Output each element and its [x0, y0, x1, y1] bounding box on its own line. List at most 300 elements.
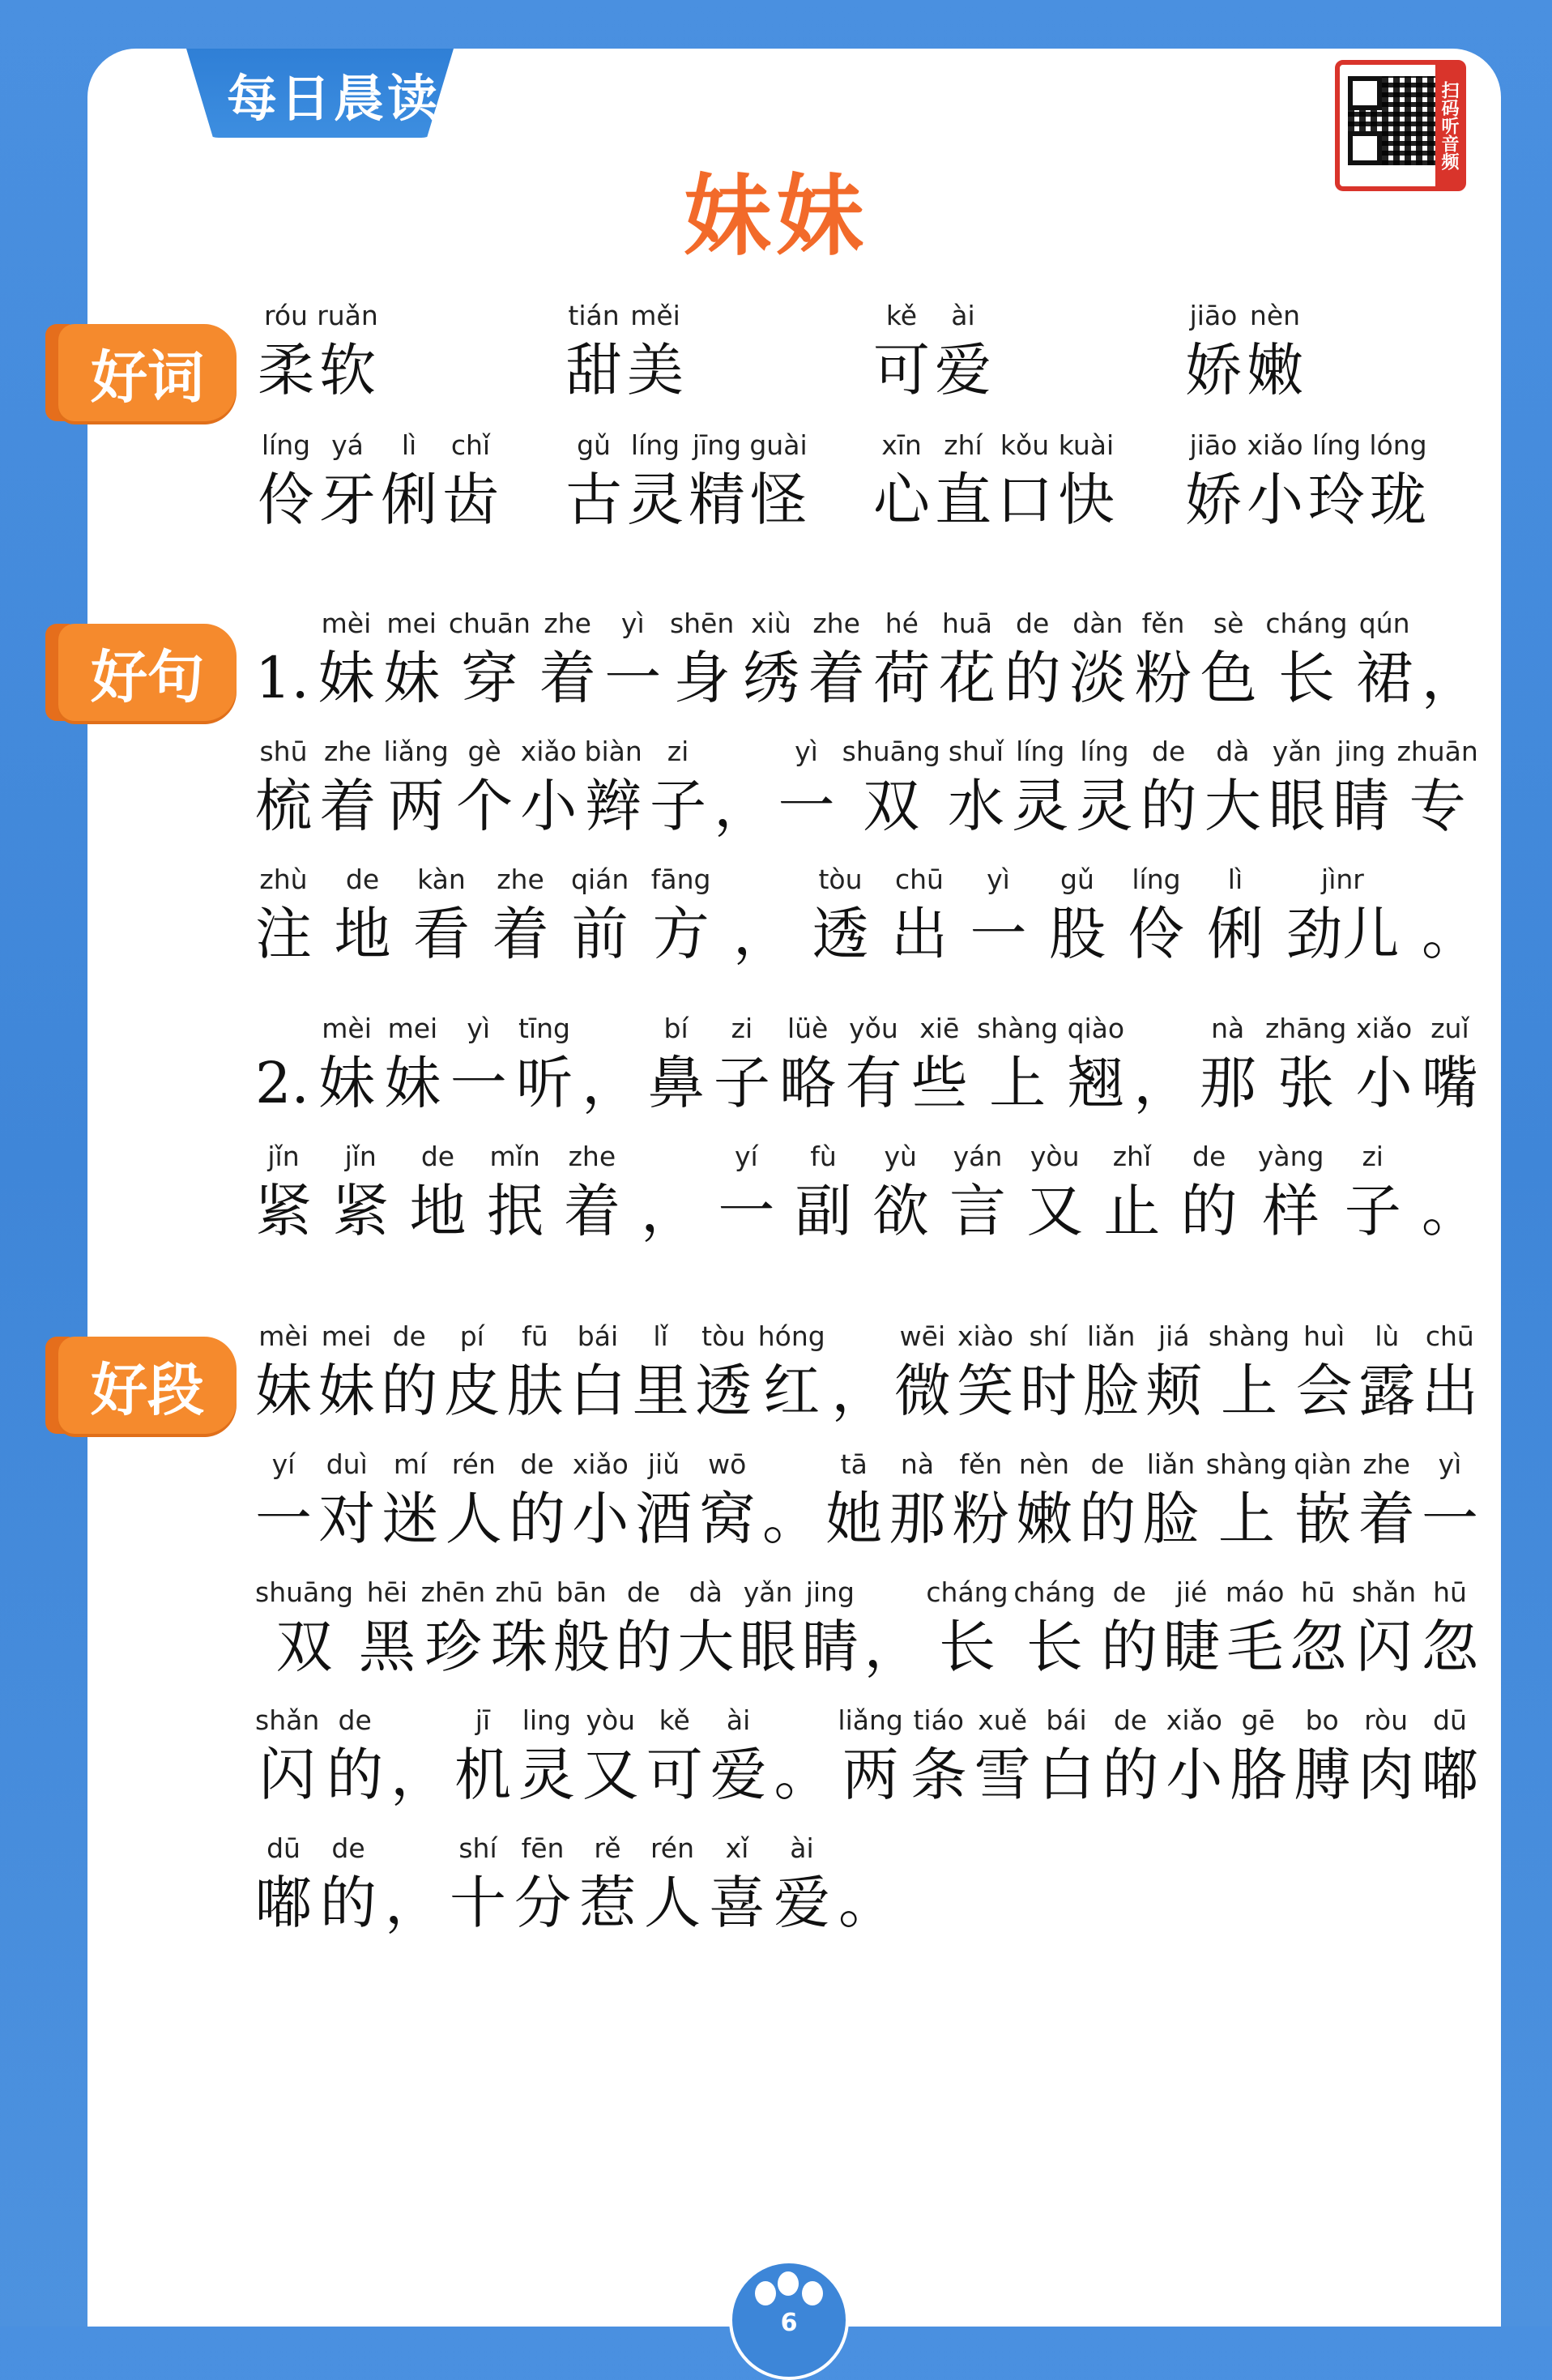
pinyin-text: líng	[1132, 864, 1181, 895]
pinyin-text: kàn	[417, 864, 466, 895]
ruby-unit	[838, 1680, 902, 1810]
ruby-unit	[1145, 1296, 1202, 1426]
pinyin-text: gè	[467, 736, 501, 767]
ruby-unit	[1226, 1552, 1285, 1682]
pinyin-text: zi	[731, 1013, 753, 1044]
ruby-unit	[444, 1296, 501, 1426]
hanzi-text: 一	[255, 1486, 312, 1552]
pinyin-text: xiǎo	[572, 1448, 629, 1480]
ruby-unit	[409, 1116, 466, 1246]
hanzi-text: 大	[677, 1614, 735, 1680]
pinyin-text: qiào	[1067, 1013, 1125, 1044]
hanzi-text: 上	[1217, 1486, 1275, 1552]
ruby-unit	[714, 711, 770, 841]
hanzi-text: 精	[689, 467, 745, 533]
hanzi-text: 粉	[952, 1486, 1009, 1552]
pinyin-text: kuài	[1058, 429, 1115, 461]
ruby-unit	[910, 1680, 967, 1810]
pinyin-text: bí	[663, 1013, 689, 1044]
ruby-unit	[318, 1424, 375, 1554]
paw-toe-icon	[778, 2271, 799, 2296]
pinyin-text: rén	[650, 1832, 695, 1864]
pinyin-text: de	[338, 1704, 372, 1736]
hanzi-text: 又	[582, 1742, 639, 1808]
pinyin-text: zi	[667, 736, 689, 767]
pinyin-text: fù	[810, 1141, 837, 1172]
ruby-unit	[831, 1296, 888, 1426]
hanzi-text: 颊	[1145, 1358, 1203, 1424]
ruby-unit	[1183, 405, 1244, 535]
ruby-unit	[326, 1680, 383, 1810]
pinyin-text: dà	[689, 1576, 723, 1608]
hanzi-text: 的	[326, 1742, 384, 1808]
hanzi-text: 辫	[585, 773, 642, 839]
pinyin-text: jiāo	[1189, 300, 1238, 331]
ruby-unit	[842, 711, 940, 841]
hanzi-text: 灵	[627, 467, 684, 533]
hanzi-text: 听	[515, 1050, 573, 1116]
hanzi-text: 人	[644, 1870, 701, 1936]
ruby-unit	[332, 1116, 389, 1246]
pinyin-text: yù	[884, 1141, 917, 1172]
pinyin-text: jìnr	[1321, 864, 1364, 895]
ruby-unit	[1294, 1424, 1351, 1554]
ruby-unit	[1020, 1296, 1077, 1426]
ruby-unit	[812, 839, 868, 969]
pinyin-text: mèi	[322, 1013, 372, 1044]
ruby-unit	[774, 1680, 831, 1810]
hanzi-text: 直	[935, 467, 991, 533]
pinyin-text: xiǎo	[1166, 1704, 1222, 1736]
ruby-unit	[1135, 583, 1192, 713]
pinyin-text: yì	[987, 864, 1010, 895]
pinyin-text: pí	[459, 1320, 484, 1352]
pinyin-text: xiù	[751, 608, 791, 639]
pinyin-text: yǎn	[1272, 736, 1322, 767]
hanzi-text: 透	[812, 901, 869, 967]
pinyin-text: hū	[1433, 1576, 1467, 1608]
hanzi-text: 她	[825, 1486, 883, 1552]
pinyin-text: shǎn	[255, 1704, 320, 1736]
pinyin-text: mei	[321, 1320, 372, 1352]
pinyin-text: zhāng	[1264, 1013, 1347, 1044]
ruby-unit	[1422, 988, 1478, 1118]
pinyin-text: xīn	[881, 429, 922, 461]
hanzi-text: 。	[762, 1486, 819, 1552]
vocab-word	[871, 275, 994, 405]
page-number: 6	[780, 2309, 798, 2337]
pinyin-text: kě	[659, 1704, 690, 1736]
pinyin-text: líng	[1080, 736, 1129, 767]
ruby-unit	[1268, 711, 1325, 841]
hanzi-text: 白	[1038, 1742, 1095, 1808]
pinyin-text: shí	[458, 1832, 497, 1864]
hanzi-text: 着	[492, 901, 549, 967]
ruby-unit	[579, 1808, 636, 1938]
vocab-word	[255, 405, 501, 535]
vocab-word	[563, 405, 809, 535]
hanzi-text: 的	[1140, 773, 1197, 839]
hanzi-text: 眼	[740, 1614, 797, 1680]
pinyin-text: ài	[790, 1832, 814, 1864]
hanzi-text: 伶	[1128, 901, 1185, 967]
ruby-unit	[1352, 1552, 1416, 1682]
hanzi-text: 双	[275, 1614, 333, 1680]
pinyin-text: yǎn	[743, 1576, 793, 1608]
vocab-word	[1183, 275, 1306, 405]
pinyin-text: xǐ	[725, 1832, 749, 1864]
ruby-unit	[383, 583, 440, 713]
ruby-unit	[1422, 1116, 1478, 1246]
pinyin-text: de	[1113, 1704, 1148, 1736]
pinyin-text: ling	[522, 1704, 571, 1736]
text-line	[255, 1808, 1478, 1938]
ruby-unit	[1049, 839, 1106, 969]
pinyin-text: chǐ	[450, 429, 491, 461]
pinyin-text: liǎng	[838, 1704, 903, 1736]
pinyin-text: bān	[556, 1576, 607, 1608]
hanzi-text: 娇	[1185, 337, 1242, 403]
ruby-unit	[454, 1680, 511, 1810]
ruby-unit	[492, 839, 549, 969]
hanzi-text: ，	[732, 901, 790, 967]
hanzi-text: 快	[1058, 467, 1115, 533]
hanzi-text: 露	[1358, 1358, 1416, 1424]
hanzi-text: 玲	[1308, 467, 1365, 533]
ruby-unit	[514, 1808, 571, 1938]
ruby-unit	[1258, 1116, 1324, 1246]
ruby-unit	[446, 1424, 502, 1554]
hanzi-text: 。	[1421, 901, 1478, 967]
hanzi-text: 时	[1020, 1358, 1077, 1424]
hanzi-text: 黑	[358, 1614, 416, 1680]
pinyin-text: zhe	[812, 608, 860, 639]
hanzi-text: 张	[1277, 1050, 1335, 1116]
hanzi-text: 珠	[490, 1614, 548, 1680]
paw-toe-icon	[755, 2281, 776, 2305]
pinyin-text: bo	[1305, 1704, 1339, 1736]
pinyin-text: liǎng	[383, 736, 449, 767]
ruby-unit	[871, 275, 932, 405]
ruby-unit	[1079, 1424, 1136, 1554]
pinyin-text: lì	[401, 429, 417, 461]
ruby-unit	[733, 839, 790, 969]
ruby-unit	[636, 1424, 693, 1554]
pinyin-text: mí	[393, 1448, 428, 1480]
hanzi-text: 荷	[873, 645, 931, 711]
hanzi-text: 些	[910, 1050, 968, 1116]
pinyin-text: de	[392, 1320, 426, 1352]
hanzi-text: 又	[1026, 1178, 1084, 1244]
ruby-unit	[1133, 988, 1190, 1118]
hanzi-text: 着	[808, 645, 865, 711]
ruby-unit	[255, 583, 309, 713]
ruby-unit	[802, 1552, 859, 1682]
pinyin-text: de	[520, 1448, 554, 1480]
pinyin-text: huā	[941, 608, 992, 639]
ruby-unit	[1181, 1116, 1238, 1246]
hanzi-text: 。	[1421, 1178, 1478, 1244]
pinyin-text: qún	[1358, 608, 1410, 639]
ruby-unit	[1068, 988, 1125, 1118]
hanzi-text: 子	[650, 773, 706, 839]
ruby-unit	[378, 405, 440, 535]
ruby-unit	[695, 1296, 752, 1426]
pinyin-text: chuān	[448, 608, 531, 639]
ruby-unit	[889, 1424, 946, 1554]
ruby-unit	[1101, 1552, 1158, 1682]
pinyin-text: cháng	[1013, 1576, 1096, 1608]
hanzi-text: 俐	[1206, 901, 1264, 967]
hanzi-text: 翘	[1067, 1050, 1124, 1116]
pinyin-text: rě	[594, 1832, 621, 1864]
hanzi-text: 妹	[318, 645, 375, 711]
hanzi-text: 嫩	[1016, 1486, 1072, 1552]
pinyin-text: wō	[708, 1448, 747, 1480]
ruby-unit	[385, 1808, 441, 1938]
hanzi-text: 鼻	[647, 1050, 705, 1116]
ruby-unit	[1356, 988, 1413, 1118]
pinyin-text: fěn	[959, 1448, 1003, 1480]
pinyin-text: ruǎn	[317, 300, 378, 331]
ruby-unit	[1012, 711, 1068, 841]
hanzi-text: 抿	[486, 1178, 544, 1244]
ruby-unit	[449, 583, 531, 713]
hanzi-text: 喜	[709, 1870, 765, 1936]
hanzi-text: 着	[319, 773, 377, 839]
ruby-unit	[491, 1552, 548, 1682]
pinyin-text: zhǐ	[1112, 1141, 1152, 1172]
pinyin-text: fāng	[650, 864, 711, 895]
hanzi-text: 毛	[1226, 1614, 1284, 1680]
hanzi-text: 长	[1025, 1614, 1083, 1680]
hanzi-text: 两	[387, 773, 445, 839]
pinyin-text: xiǎo	[1356, 1013, 1413, 1044]
hanzi-text: 言	[949, 1178, 1006, 1244]
ruby-unit	[450, 1808, 506, 1938]
ruby-unit	[970, 839, 1026, 969]
pinyin-text: shí	[1029, 1320, 1068, 1352]
pinyin-text: tòu	[701, 1320, 746, 1352]
hanzi-text: 嘴	[1421, 1050, 1478, 1116]
hanzi-text: 子	[713, 1050, 770, 1116]
ruby-unit	[582, 988, 638, 1118]
pinyin-text: yán	[953, 1141, 1003, 1172]
pinyin-text: de	[420, 1141, 455, 1172]
hanzi-text: 嵌	[1294, 1486, 1351, 1552]
pinyin-text: yǒu	[849, 1013, 898, 1044]
ruby-unit	[1209, 1296, 1290, 1426]
ruby-unit	[758, 1296, 825, 1426]
pinyin-text: lǐ	[653, 1320, 668, 1352]
ruby-unit	[1200, 583, 1257, 713]
hanzi-text: 花	[938, 645, 996, 711]
text-line	[255, 839, 1478, 969]
pinyin-text: wēi	[899, 1320, 946, 1352]
pinyin-text: xiào	[957, 1320, 1014, 1352]
hanzi-text: 珍	[424, 1614, 482, 1680]
pinyin-text: kě	[885, 300, 918, 331]
hanzi-text: 那	[1199, 1050, 1256, 1116]
pinyin-text: hóng	[757, 1320, 825, 1352]
ruby-unit	[450, 988, 507, 1118]
hanzi-text: 睫	[1163, 1614, 1221, 1680]
pinyin-text: měi	[630, 300, 680, 331]
pinyin-text: zhe	[323, 736, 372, 767]
hanzi-text: 口	[996, 467, 1053, 533]
ruby-unit	[911, 988, 968, 1118]
vocab-word	[871, 405, 1117, 535]
hanzi-text: 身	[673, 645, 731, 711]
ruby-unit	[1265, 988, 1346, 1118]
pinyin-text: shuāng	[255, 1576, 354, 1608]
hanzi-text: 的	[381, 1358, 438, 1424]
hanzi-text: 人	[445, 1486, 502, 1552]
hanzi-text: 般	[552, 1614, 610, 1680]
pinyin-text: dà	[1216, 736, 1250, 767]
hanzi-text: 妹	[255, 1358, 312, 1424]
ruby-unit	[939, 583, 996, 713]
hanzi-text: 的	[1101, 1614, 1158, 1680]
hanzi-text: 惹	[579, 1870, 636, 1936]
hanzi-text: 小	[1166, 1742, 1223, 1808]
hanzi-text: 美	[627, 337, 684, 403]
pinyin-text: zhe	[1362, 1448, 1410, 1480]
ruby-unit	[382, 1424, 439, 1554]
ruby-unit	[539, 583, 596, 713]
ruby-unit	[571, 839, 629, 969]
pinyin-text: mǐn	[489, 1141, 540, 1172]
ruby-unit	[651, 839, 711, 969]
hanzi-text: 柔	[258, 337, 314, 403]
text-line	[255, 1552, 1478, 1682]
hanzi-text: 一	[970, 901, 1027, 967]
pinyin-text: yí	[734, 1141, 758, 1172]
ruby-unit	[318, 583, 374, 713]
pinyin-text: shuǐ	[948, 736, 1004, 767]
hanzi-text: 注	[255, 901, 312, 967]
ruby-unit	[320, 1808, 377, 1938]
pinyin-text: duì	[326, 1448, 368, 1480]
hanzi-text: 长	[938, 1614, 996, 1680]
ruby-unit	[1128, 839, 1184, 969]
ruby-unit	[1244, 405, 1306, 535]
hanzi-text: 上	[1220, 1358, 1277, 1424]
hanzi-text: 梳	[255, 773, 312, 839]
hanzi-text: 膊	[1294, 1742, 1351, 1808]
hanzi-text: 爱	[774, 1870, 830, 1936]
hanzi-text: 小	[520, 773, 578, 839]
hanzi-text: 样	[1262, 1178, 1320, 1244]
ruby-unit	[317, 405, 378, 535]
ruby-unit	[487, 1116, 544, 1246]
ruby-unit	[838, 1808, 895, 1938]
pinyin-text: de	[331, 1832, 365, 1864]
ruby-unit	[506, 1296, 563, 1426]
pinyin-text: zuǐ	[1430, 1013, 1469, 1044]
hanzi-text: 出	[890, 901, 948, 967]
pinyin-text: jī	[475, 1704, 491, 1736]
ruby-unit	[1367, 405, 1429, 535]
ruby-unit	[873, 583, 930, 713]
hanzi-text: 一	[450, 1050, 507, 1116]
hanzi-text: 机	[454, 1742, 511, 1808]
ruby-unit	[710, 1680, 767, 1810]
ruby-unit	[1265, 583, 1347, 713]
ruby-unit	[1345, 1116, 1401, 1246]
ruby-unit	[625, 275, 686, 405]
hanzi-text: 的	[320, 1870, 377, 1936]
ruby-unit	[1183, 275, 1244, 405]
pinyin-text: biàn	[584, 736, 642, 767]
hanzi-text: 可	[646, 1742, 703, 1808]
ruby-unit	[1200, 988, 1256, 1118]
ruby-unit	[845, 988, 902, 1118]
ruby-unit	[564, 1116, 620, 1246]
pinyin-text: tòu	[818, 864, 863, 895]
hanzi-text: 小	[572, 1486, 629, 1552]
pinyin-text: kǒu	[1000, 429, 1050, 461]
pinyin-text: zhū	[495, 1576, 544, 1608]
pinyin-text: shàng	[977, 1013, 1059, 1044]
ruby-unit	[1038, 1680, 1095, 1810]
ruby-unit	[1422, 1552, 1478, 1682]
ruby-unit	[1422, 1424, 1478, 1554]
hanzi-text: 嘟	[1421, 1742, 1478, 1808]
vocab-word	[1183, 405, 1429, 535]
corner-title: 每日晨读	[227, 69, 441, 128]
hanzi-text: 嫩	[1247, 337, 1303, 403]
text-line	[255, 1680, 1478, 1810]
pinyin-text: fēn	[521, 1832, 565, 1864]
hanzi-text: 大	[1204, 773, 1261, 839]
hanzi-text: 方	[652, 901, 710, 967]
hanzi-text: 里	[632, 1358, 689, 1424]
ruby-unit	[1397, 711, 1478, 841]
text-line	[255, 988, 1478, 1118]
hanzi-text: 爱	[935, 337, 991, 403]
ruby-unit	[383, 711, 448, 841]
hanzi-text: 水	[947, 773, 1004, 839]
hanzi-text: 可	[873, 337, 930, 403]
ruby-unit	[384, 988, 441, 1118]
pinyin-text: yì	[620, 608, 645, 639]
ruby-unit	[974, 1680, 1031, 1810]
pinyin-text: gē	[1241, 1704, 1275, 1736]
ruby-unit	[740, 1552, 796, 1682]
ruby-unit	[808, 583, 865, 713]
pinyin-text: de	[1112, 1576, 1146, 1608]
pinyin-text: zhe	[568, 1141, 616, 1172]
hanzi-text: 有	[845, 1050, 902, 1116]
pinyin-text: líng	[630, 429, 680, 461]
hanzi-text: 看	[413, 901, 470, 967]
ruby-unit	[1013, 1552, 1095, 1682]
hanzi-text: 裙	[1356, 645, 1413, 711]
text-line	[255, 711, 1478, 841]
hanzi-text: 小	[1247, 467, 1303, 533]
ruby-unit	[748, 405, 809, 535]
hanzi-text: 的	[1004, 645, 1061, 711]
ruby-unit	[1358, 1680, 1414, 1810]
pinyin-text: xiǎo	[1247, 429, 1303, 461]
hanzi-text: ，	[385, 1870, 441, 1936]
hanzi-text: 双	[863, 773, 920, 839]
ruby-unit	[381, 1296, 437, 1426]
ruby-unit	[779, 988, 836, 1118]
ruby-unit	[1422, 1680, 1478, 1810]
ruby-unit	[1143, 1424, 1200, 1554]
